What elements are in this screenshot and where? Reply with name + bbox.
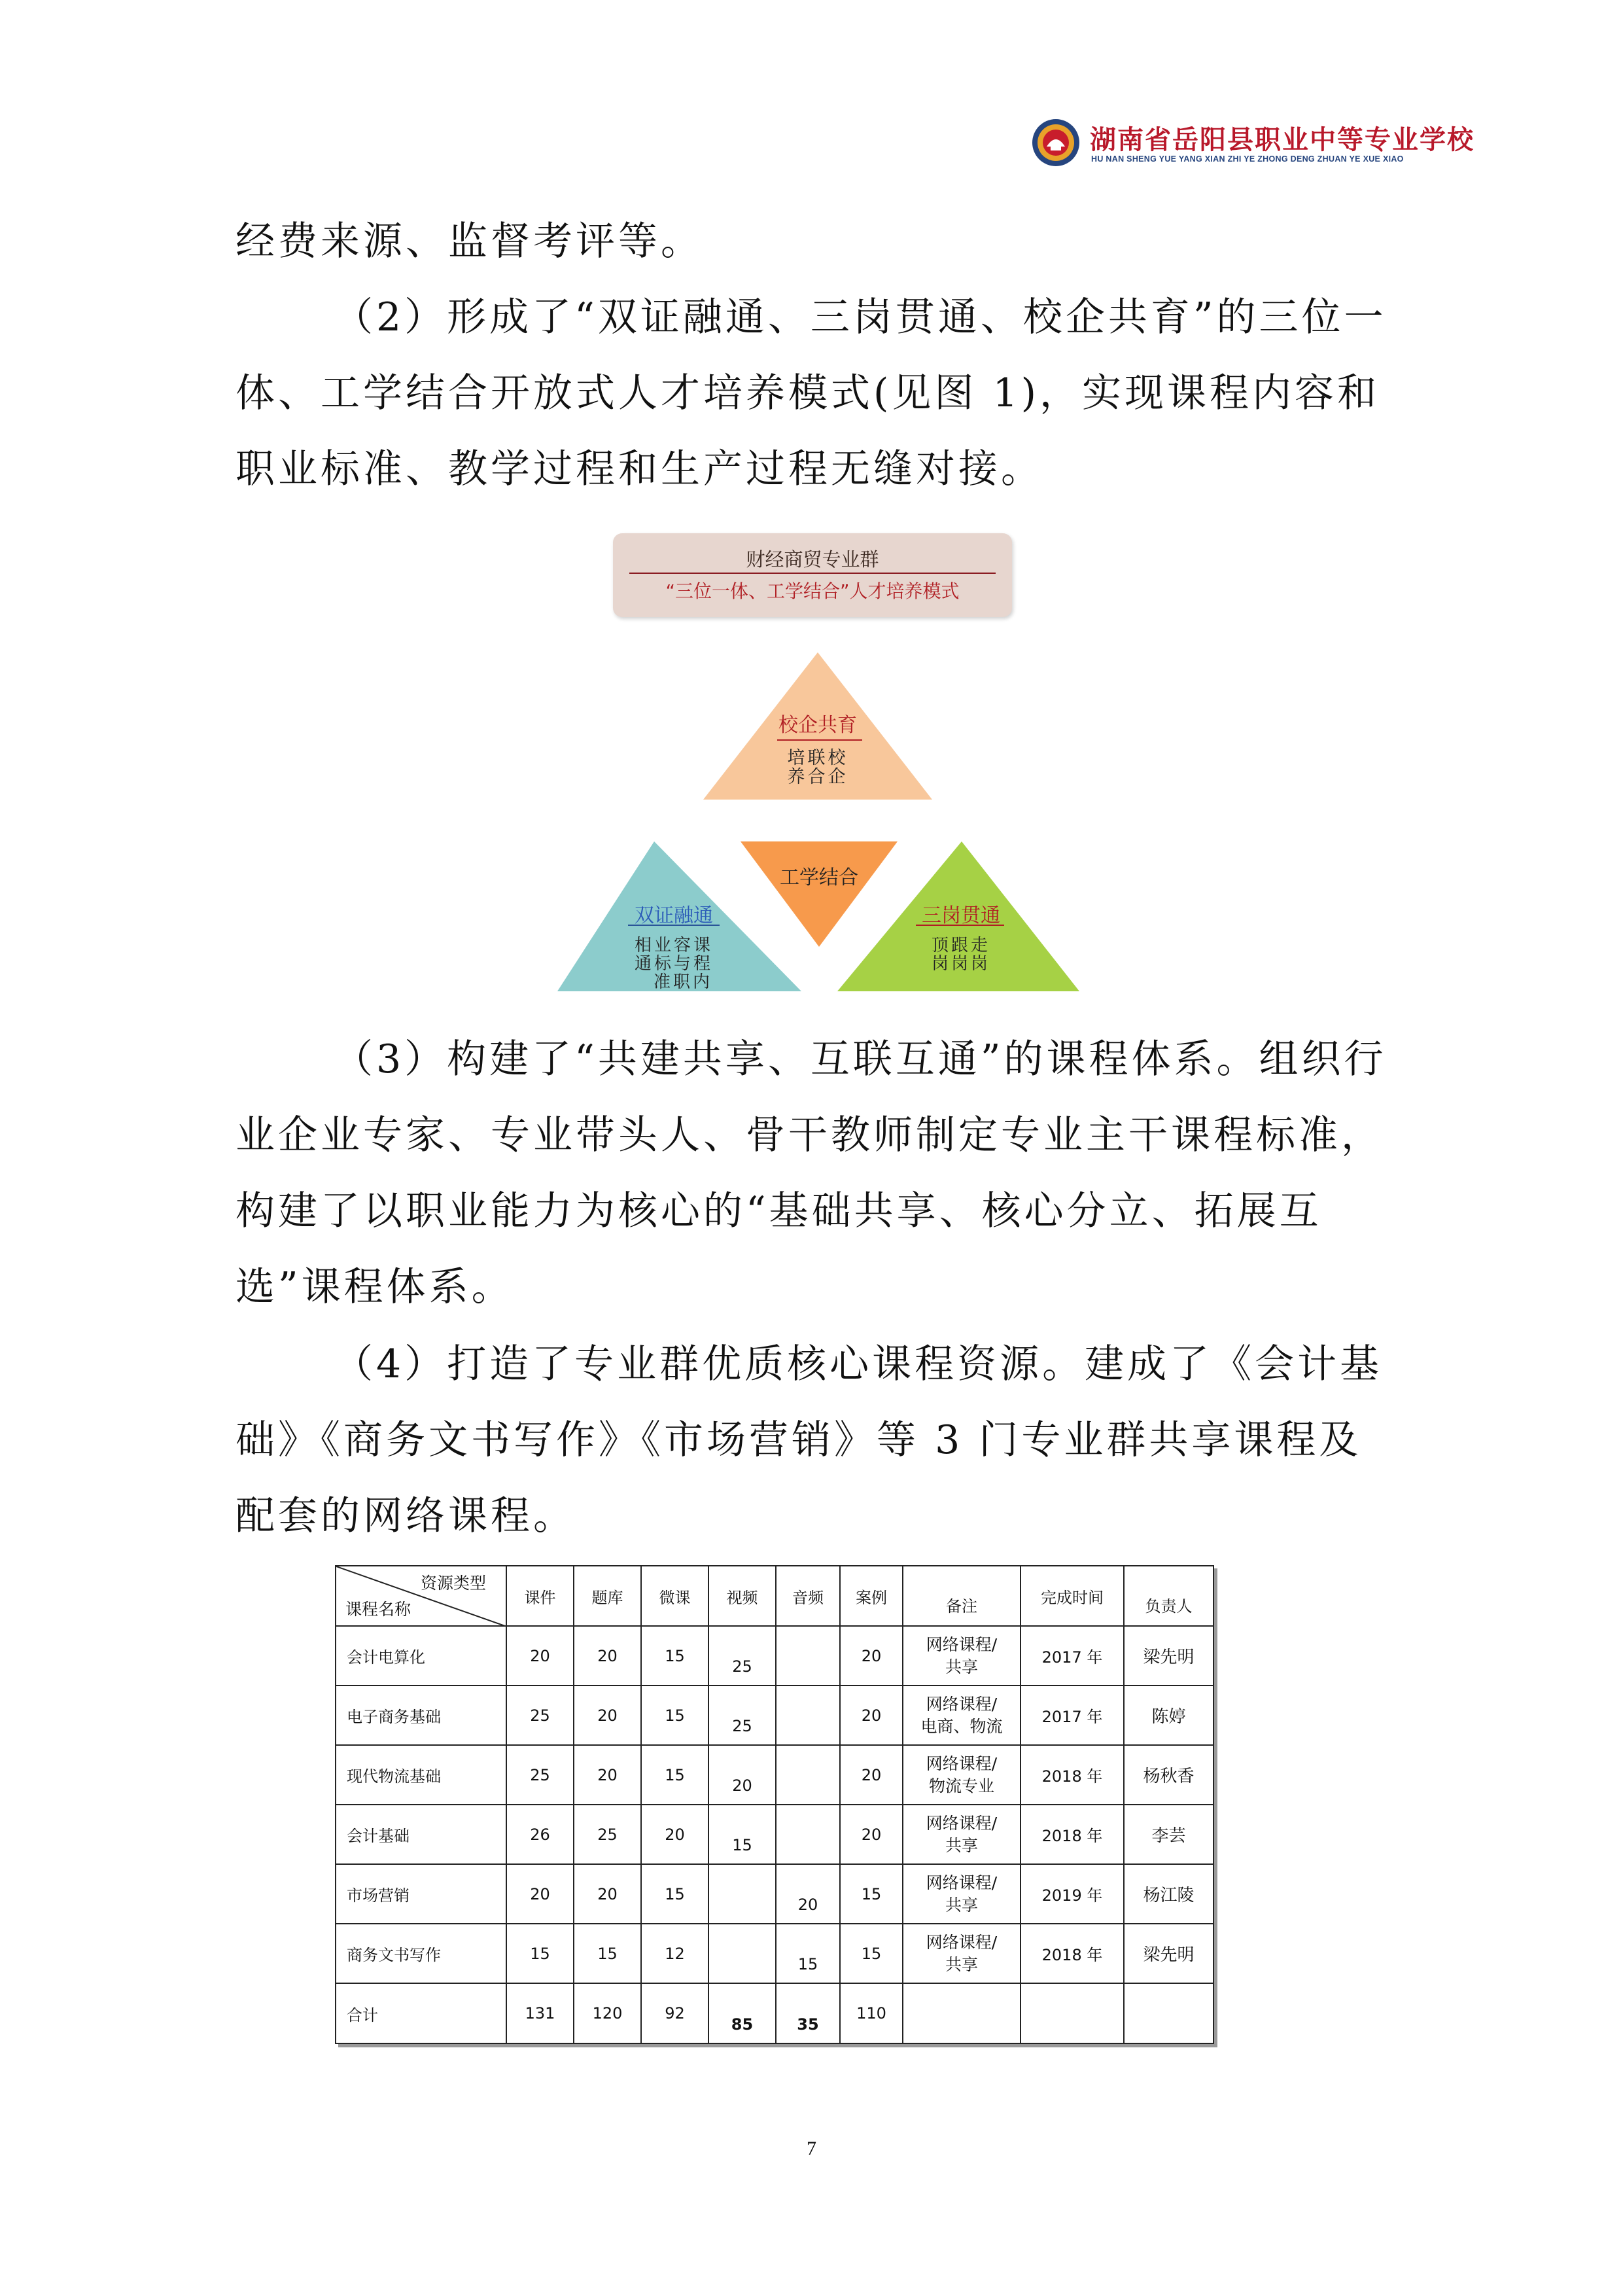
- paragraph-3: （3）构建了“共建共享、互联互通”的课程体系。组织行业企业专家、专业带头人、骨干教师制定专业主干课程标准，构建了以职业能力为核心的“基础共享、核心分立、拓展互选”课程体系。: [236, 1036, 1387, 1310]
- table-row: [336, 1686, 1213, 1745]
- diagram-title-line1: 财经商贸专业群: [746, 548, 879, 571]
- cell-owner: 杨秋香: [1124, 1745, 1213, 1805]
- header-diagonal-cell: [336, 1566, 506, 1626]
- col-header-yinpin: 音频: [776, 1566, 840, 1626]
- cell-tiku: 20: [574, 1626, 641, 1686]
- cell-weike: 15: [641, 1626, 708, 1686]
- total-weike: 92: [641, 1983, 708, 2043]
- cell-anli: 20: [840, 1745, 903, 1805]
- cell-remark: [903, 1805, 1021, 1864]
- cell-shipin: [708, 1924, 776, 1983]
- cell-kejian: 20: [506, 1626, 574, 1686]
- cell-remark: [903, 1626, 1021, 1686]
- right-triangle-row1: 顶跟走: [931, 936, 990, 955]
- cell-shipin: 20: [708, 1745, 776, 1805]
- cell-kejian: 15: [506, 1924, 574, 1983]
- col-header-owner: 负责人: [1124, 1566, 1213, 1626]
- cell-owner: 陈婷: [1124, 1686, 1213, 1745]
- course-name: 会计电算化: [336, 1626, 506, 1686]
- table-row: [336, 1745, 1213, 1805]
- remark-line1: 网络课程/: [926, 1932, 998, 1952]
- left-triangle-row1: 相业容课: [634, 936, 713, 955]
- course-name: 市场营销: [336, 1864, 506, 1924]
- cell-remark: [903, 1745, 1021, 1805]
- remark-line2: 共享: [945, 1835, 978, 1855]
- remark-line2: 共享: [945, 1657, 978, 1676]
- cell-weike: 15: [641, 1864, 708, 1924]
- cell-shipin: 15: [708, 1805, 776, 1864]
- table-row: [336, 1864, 1213, 1924]
- cell-remark: [903, 1924, 1021, 1983]
- left-triangle-row2: 通标与程: [634, 954, 713, 974]
- cell-shipin: 25: [708, 1626, 776, 1686]
- remark-line1: 网络课程/: [926, 1754, 998, 1773]
- total-time: [1021, 1983, 1124, 2043]
- remark-line2: 物流专业: [928, 1776, 994, 1795]
- total-yinpin: 35: [776, 1983, 840, 2043]
- cell-kejian: 25: [506, 1686, 574, 1745]
- col-header-anli: 案例: [840, 1566, 903, 1626]
- cell-anli: 20: [840, 1805, 903, 1864]
- paragraph-4: （4）打造了专业群优质核心课程资源。建成了《会计基础》《商务文书写作》《市场营销》等 3 门专业群共享课程及配套的网络课程。: [236, 1341, 1383, 1539]
- cell-owner: 李芸: [1124, 1805, 1213, 1864]
- cell-tiku: 15: [574, 1924, 641, 1983]
- cell-weike: 12: [641, 1924, 708, 1983]
- cell-yinpin: 20: [776, 1864, 840, 1924]
- cell-time: 2018 年: [1021, 1924, 1124, 1983]
- cell-tiku: 20: [574, 1745, 641, 1805]
- cell-time: 2017 年: [1021, 1686, 1124, 1745]
- cell-anli: 20: [840, 1686, 903, 1745]
- course-name: 现代物流基础: [336, 1745, 506, 1805]
- cell-time: 2019 年: [1021, 1864, 1124, 1924]
- center-triangle-title: 工学结合: [780, 866, 858, 889]
- table-row: [336, 1626, 1213, 1686]
- right-triangle-title: 三岗贯通: [922, 904, 1000, 927]
- total-owner: [1124, 1983, 1213, 2043]
- top-triangle-title: 校企共育: [778, 714, 857, 737]
- table-row: [336, 1805, 1213, 1864]
- top-triangle-row1: 培联校: [787, 748, 848, 768]
- cell-remark: [903, 1686, 1021, 1745]
- course-name: 商务文书写作: [336, 1924, 506, 1983]
- top-triangle-row2: 养合企: [787, 767, 848, 787]
- remark-line1: 网络课程/: [926, 1873, 998, 1892]
- table-header-row: [336, 1566, 1213, 1626]
- cell-shipin: [708, 1864, 776, 1924]
- col-header-remark: 备注: [903, 1566, 1021, 1626]
- total-shipin: 85: [708, 1983, 776, 2043]
- cell-time: 2018 年: [1021, 1745, 1124, 1805]
- paragraph-2: （2）形成了“双证融通、三岗贯通、校企共育”的三位一体、工学结合开放式人才培养模式(见图 1)，实现课程内容和职业标准、教学过程和生产过程无缝对接。: [236, 294, 1387, 492]
- total-remark: [903, 1983, 1021, 2043]
- cell-anli: 20: [840, 1626, 903, 1686]
- cell-kejian: 20: [506, 1864, 574, 1924]
- cell-shipin: 25: [708, 1686, 776, 1745]
- page-number: 7: [807, 2138, 816, 2159]
- col-header-shipin: 视频: [708, 1566, 776, 1626]
- school-name-en: HU NAN SHENG YUE YANG XIAN ZHI YE ZHONG DENG ZHUAN YE XUE XIAO: [1091, 154, 1404, 164]
- cell-tiku: 25: [574, 1805, 641, 1864]
- cell-anli: 15: [840, 1864, 903, 1924]
- cell-owner: 梁先明: [1124, 1924, 1213, 1983]
- cell-kejian: 25: [506, 1745, 574, 1805]
- table-total-row: [336, 1983, 1213, 2043]
- col-header-weike: 微课: [641, 1566, 708, 1626]
- diagram-title-line2: “三位一体、工学结合”人才培养模式: [665, 580, 960, 602]
- cell-time: 2017 年: [1021, 1626, 1124, 1686]
- cell-yinpin: [776, 1686, 840, 1745]
- cell-kejian: 26: [506, 1805, 574, 1864]
- col-header-time: 完成时间: [1021, 1566, 1124, 1626]
- course-name: 电子商务基础: [336, 1686, 506, 1745]
- cell-yinpin: 15: [776, 1924, 840, 1983]
- remark-line2: 共享: [945, 1895, 978, 1915]
- remark-line1: 网络课程/: [926, 1813, 998, 1833]
- col-header-tiku: 题库: [574, 1566, 641, 1626]
- cell-remark: [903, 1864, 1021, 1924]
- triangle-center: [741, 841, 898, 947]
- cell-yinpin: [776, 1745, 840, 1805]
- total-label: 合计: [336, 1983, 506, 2043]
- cell-owner: 梁先明: [1124, 1626, 1213, 1686]
- cell-yinpin: [776, 1626, 840, 1686]
- cell-weike: 20: [641, 1805, 708, 1864]
- cell-owner: 杨江陵: [1124, 1864, 1213, 1924]
- left-triangle-title: 双证融通: [635, 904, 713, 927]
- header-course-name: 课程名称: [345, 1600, 411, 1619]
- cell-tiku: 20: [574, 1686, 641, 1745]
- total-anli: 110: [840, 1983, 903, 2043]
- table-row: [336, 1924, 1213, 1983]
- remark-line1: 网络课程/: [926, 1634, 998, 1654]
- col-header-kejian: 课件: [506, 1566, 574, 1626]
- cell-anli: 15: [840, 1924, 903, 1983]
- school-name-cn: 湖南省岳阳县职业中等专业学校: [1090, 124, 1475, 155]
- cell-time: 2018 年: [1021, 1805, 1124, 1864]
- course-name: 会计基础: [336, 1805, 506, 1864]
- remark-line2: 共享: [945, 1954, 978, 1974]
- total-tiku: 120: [574, 1983, 641, 2043]
- cell-weike: 15: [641, 1686, 708, 1745]
- remark-line1: 网络课程/: [926, 1694, 998, 1714]
- cell-yinpin: [776, 1805, 840, 1864]
- course-resource-table: [335, 1565, 1214, 2044]
- cell-weike: 15: [641, 1745, 708, 1805]
- left-triangle-row3: 准职内: [653, 972, 712, 992]
- right-triangle-row2: 岗岗岗: [931, 954, 990, 974]
- paragraph-1: 经费来源、监督考评等。: [236, 219, 703, 264]
- cell-tiku: 20: [574, 1864, 641, 1924]
- total-kejian: 131: [506, 1983, 574, 2043]
- remark-line2: 电商、物流: [920, 1716, 1003, 1736]
- header-resource-type: 资源类型: [420, 1574, 486, 1593]
